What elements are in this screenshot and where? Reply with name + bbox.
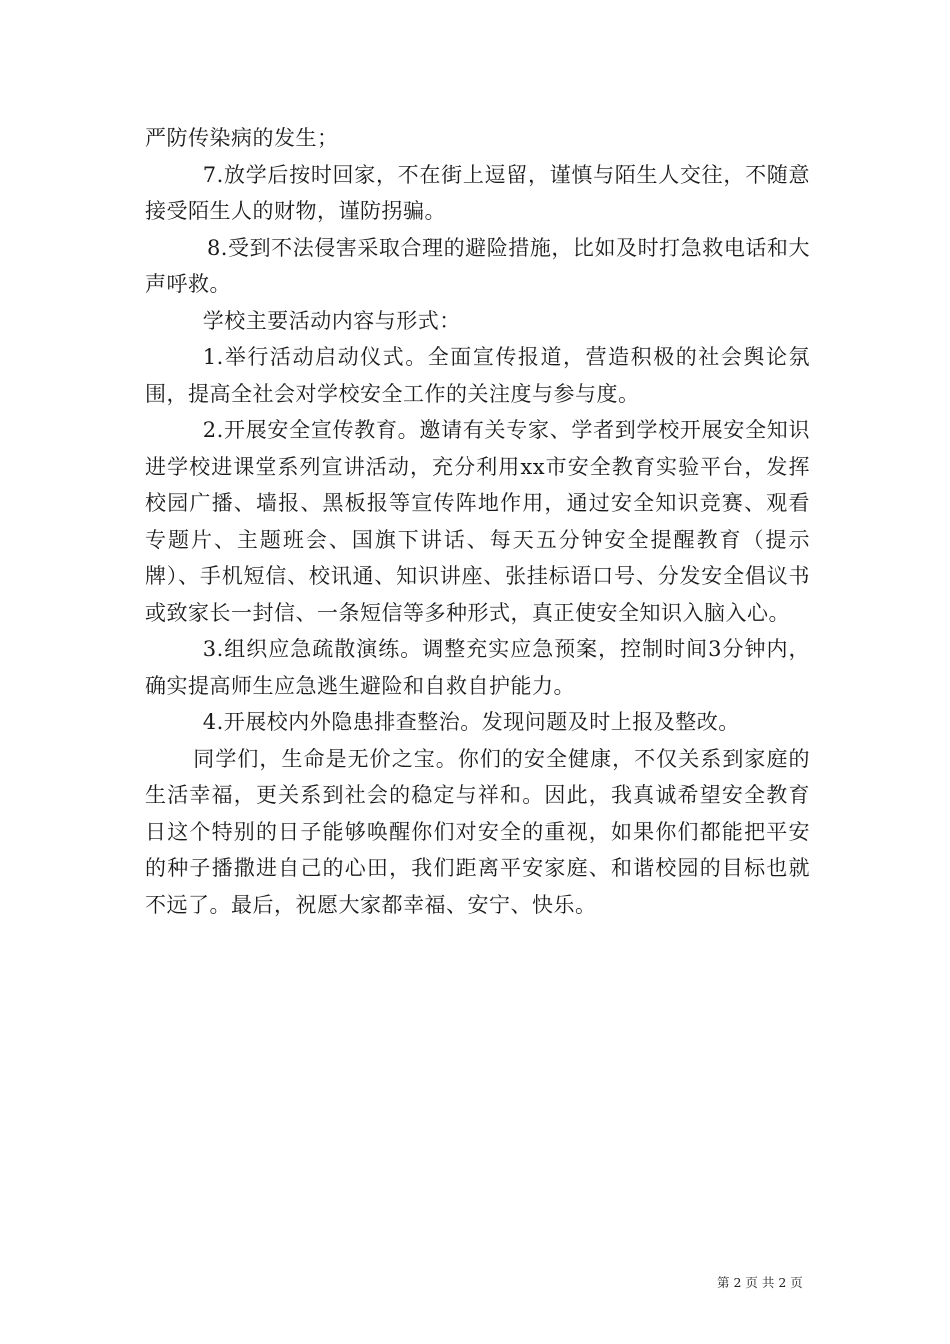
paragraph-item-7: 7.放学后按时回家，不在街上逗留，谨慎与陌生人交往，不随意接受陌生人的财物，谨防拐骗。: [145, 162, 810, 223]
page-number-footer: 第 2 页 共 2 页: [717, 1275, 803, 1290]
paragraph-closing: 同学们，生命是无价之宝。你们的安全健康，不仅关系到家庭的生活幸福，更关系到社会的稳定与祥和。因此，我真诚希望安全教育日这个特别的日子能够唤醒你们对安全的重视，如果你们都能把平安的种子播撒进自己的心田，我们距离平安家庭、和谐校园的目标也就不远了。最后，祝愿大家都幸福、安宁、快乐。: [145, 746, 810, 917]
paragraph-continuation: 严防传染病的发生；: [145, 126, 339, 150]
paragraph-item-8: 8.受到不法侵害采取合理的避险措施，比如及时打急救电话和大声呼救。: [145, 235, 810, 296]
paragraph-activity-3: 3.组织应急疏散演练。调整充实应急预案，控制时间3分钟内，确实提高师生应急逃生避险和自救自护能力。: [145, 637, 810, 698]
document-body: [145, 120, 810, 923]
paragraph-activity-4: 4.开展校内外隐患排查整治。发现问题及时上报及整改。: [202, 710, 740, 734]
paragraph-activity-2: 2.开展安全宣传教育。邀请有关专家、学者到学校开展安全知识进学校进课堂系列宣讲活动，充分利用xx市安全教育实验平台，发挥校园广播、墙报、黑板报等宣传阵地作用，通过安全知识竞赛、观看专题片、主题班会、国旗下讲话、每天五分钟安全提醒教育（提示牌）、手机短信、校讯通、知识讲座、张挂标语口号、分发安全倡议书或致家长一封信、一条短信等多种形式，真正使安全知识入脑入心。: [145, 418, 810, 625]
section-heading-activities: 学校主要活动内容与形式：: [202, 308, 461, 333]
paragraph-activity-1: 1.举行活动启动仪式。全面宣传报道，营造积极的社会舆论氛围，提高全社会对学校安全工作的关注度与参与度。: [145, 345, 810, 406]
